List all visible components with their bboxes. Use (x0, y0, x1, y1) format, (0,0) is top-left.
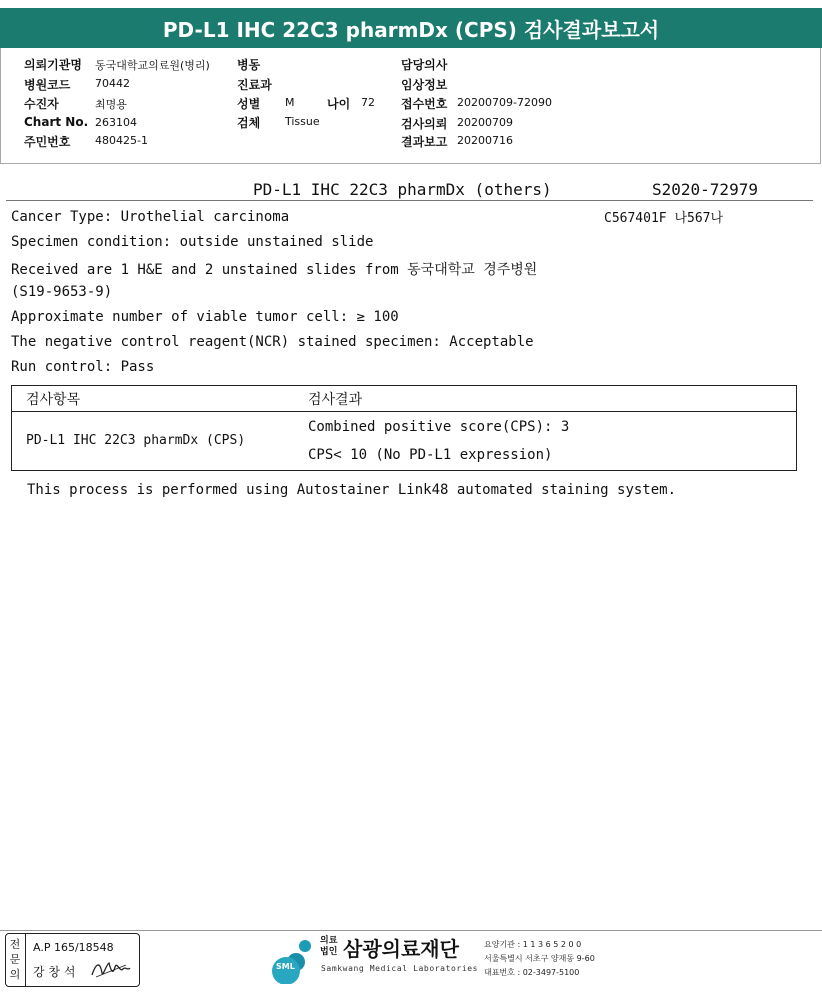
clinical-info-label: 임상정보 (401, 78, 448, 92)
stamp-side-label: 전문의 (9, 938, 21, 981)
org-name: 삼광의료재단 (343, 937, 459, 961)
finding-cancer-type: Cancer Type: Urothelial carcinoma (11, 209, 290, 225)
age-label: 나이 (327, 97, 351, 111)
sex-label: 성별 (237, 97, 261, 111)
patient-value: 최명용 (95, 98, 127, 111)
chart-no-label: Chart No. (24, 115, 89, 129)
hospital-code-value: 70442 (95, 77, 130, 90)
footer-divider (0, 930, 822, 931)
receipt-no-label: 접수번호 (401, 97, 448, 111)
org-prefix-bottom: 법인 (320, 947, 338, 957)
header-divider (6, 200, 813, 201)
chart-no-value: 263104 (95, 116, 137, 129)
finding-reference: (S19-9653-9) (11, 284, 113, 300)
ap-number: A.P 165/18548 (33, 941, 114, 954)
receipt-no-value: 20200709-72090 (457, 96, 552, 109)
table-header-divider (12, 411, 796, 412)
sub-code: C567401F 나567나 (604, 211, 724, 226)
finding-ncr: The negative control reagent(NCR) stained specimen: Acceptable (11, 334, 534, 350)
ward-label: 병동 (237, 58, 261, 72)
org-address: 서울특별시 서초구 양재동 9-60 (484, 954, 595, 963)
logo-text: SML (276, 962, 295, 971)
report-date-value: 20200716 (457, 134, 513, 147)
hospital-code-label: 병원코드 (24, 78, 71, 92)
finding-tumor-cell: Approximate number of viable tumor cell: ≥ 100 (11, 309, 399, 325)
pathologist-name: 강 창 석 (33, 965, 76, 979)
report-date-label: 결과보고 (401, 135, 448, 149)
finding-run-control: Run control: Pass (11, 359, 155, 375)
patient-label: 수진자 (24, 97, 59, 111)
case-number: S2020-72979 (652, 180, 758, 199)
department-label: 진료과 (237, 78, 272, 92)
table-col-result: 검사결과 (308, 392, 363, 408)
report-title: PD-L1 IHC 22C3 pharmDx (CPS) 검사결과보고서 (0, 8, 822, 48)
request-date-label: 검사의뢰 (401, 117, 448, 131)
org-english-name: Samkwang Medical Laboratories (321, 964, 479, 973)
institution-value: 동국대학교의료원(병리) (95, 59, 210, 72)
age-value: 72 (361, 96, 375, 109)
org-phone: 대표번호 : 02-3497-5100 (484, 968, 580, 977)
org-prefix-top: 의료 (320, 936, 338, 946)
table-col-item: 검사항목 (26, 392, 81, 408)
physician-label: 담당의사 (401, 58, 448, 72)
test-name: PD-L1 IHC 22C3 pharmDx (others) (253, 180, 552, 199)
table-result-score: Combined positive score(CPS): 3 (308, 419, 570, 435)
specimen-value: Tissue (285, 115, 320, 128)
sex-value: M (285, 96, 295, 109)
agency-code: 요양기관 : 1 1 3 6 5 2 0 0 (484, 940, 582, 949)
table-result-interpretation: CPS< 10 (No PD-L1 expression) (308, 447, 553, 463)
resident-no-value: 480425-1 (95, 134, 148, 147)
specimen-label: 검체 (237, 116, 261, 130)
signature-icon (90, 957, 132, 981)
finding-received: Received are 1 H&E and 2 unstained slides from 동국대학교 경주병원 (11, 262, 538, 278)
request-date-value: 20200709 (457, 116, 513, 129)
resident-no-label: 주민번호 (24, 135, 71, 149)
table-item: PD-L1 IHC 22C3 pharmDx (CPS) (26, 433, 246, 448)
institution-label: 의뢰기관명 (24, 58, 82, 72)
sml-logo-icon (270, 934, 318, 984)
stamp-divider (25, 934, 26, 986)
finding-specimen-condition: Specimen condition: outside unstained slide (11, 234, 374, 250)
process-note: This process is performed using Autostainer Link48 automated staining system. (27, 482, 677, 498)
